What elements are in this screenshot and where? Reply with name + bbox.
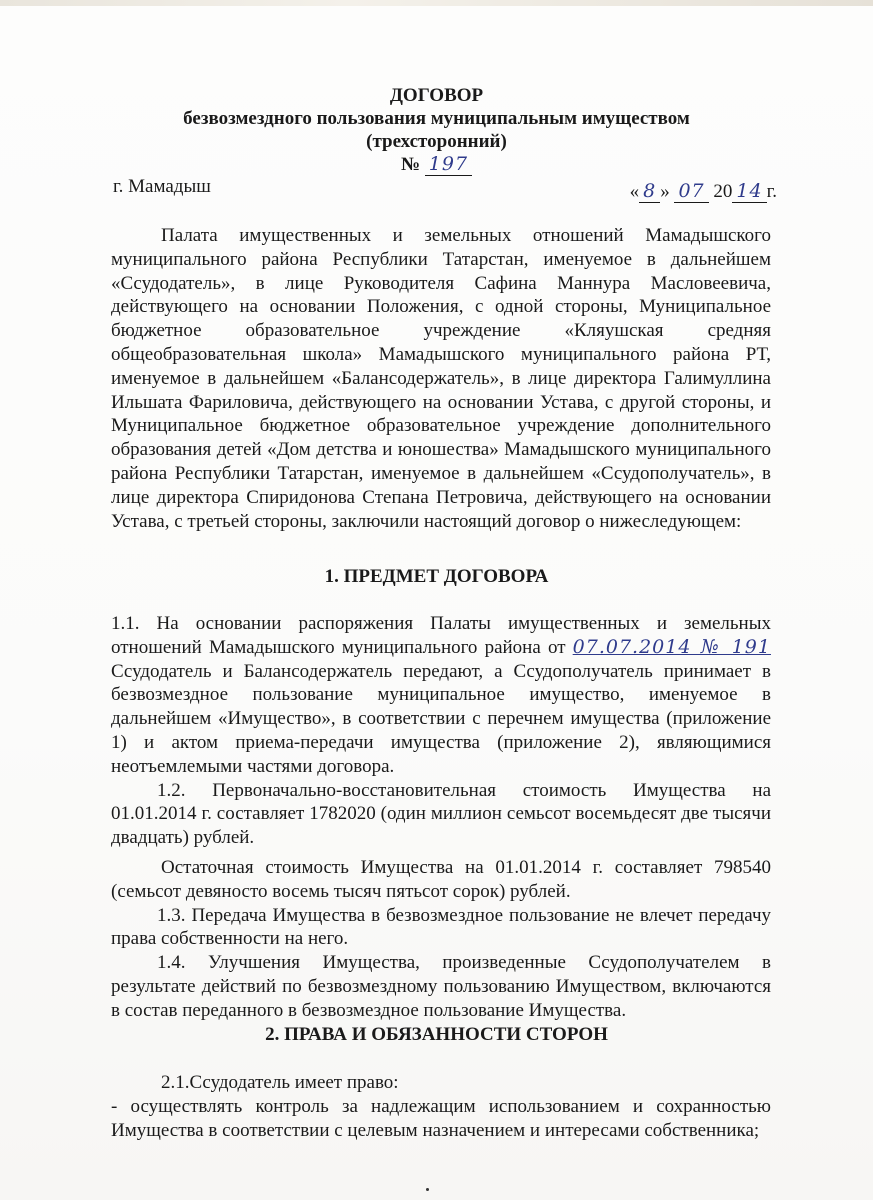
clause-1-1 [111,612,771,779]
clause-1-1-text: 1.1. На основании распоряжения Палаты имущественных и земельных отношений Мамадышского муниципального района от [111,613,771,658]
date-quote-close: » [660,181,670,202]
section-2-title: 2. ПРАВА И ОБЯЗАННОСТИ СТОРОН [265,1024,608,1045]
clause-1-4: 1.4. Улучшения Имущества, произведенные Ссудополучателем в результате действий по безвозмездному пользованию Имуществом, включаются в состав переданного в безвозмездное пользование Имущества. [111,952,771,1021]
contract-date [630,180,777,203]
date-year: 14 [732,180,766,203]
document-subtitle: безвозмездного пользования муниципальным имуществом [183,108,690,129]
clause-2-1-a: - осуществлять контроль за надлежащим использованием и сохранностью Имущества в соответствии с целевым назначением и интересами собственника; [111,1095,771,1141]
city: г. Мамадыш [113,176,211,197]
document-kind: (трехсторонний) [366,131,507,152]
section-1-title: 1. ПРЕДМЕТ ДОГОВОРА [324,566,549,587]
clause-1-3: 1.3. Передача Имущества в безвозмездное пользование не влечет передачу права собственности на него. [111,904,771,950]
document-title-block [0,84,873,176]
section-2-body [111,1071,771,1142]
date-day: 8 [639,180,660,203]
scan-speck [426,1188,429,1191]
clause-2-1: 2.1.Ссудодатель имеет право: [161,1072,399,1093]
date-quote-open: « [629,181,640,202]
number-prefix: № [400,154,421,175]
order-handwritten: 07.07.2014 № 191 [572,635,771,658]
document-title: ДОГОВОР [389,85,484,106]
section-1-body [111,612,771,1023]
document-number [0,153,873,176]
clause-1-1-text-end: Ссудодатель и Балансодержатель передают, а Ссудополучатель принимает в безвозмездное пользование муниципальное имущество, именуемое в дальнейшем «Имущество», в соответствии с перечнем имущества (приложение 1) и актом приема-передачи имущества (приложение 2), являющимися неотъемлемыми частями договора. [111,660,771,777]
date-year-prefix: 20 [713,181,733,202]
scan-edge [0,0,873,6]
number-handwritten: 197 [425,153,472,176]
preamble-block [111,224,771,533]
preamble: Палата имущественных и земельных отношений Мамадышского муниципального района Республики Татарстан, именуемое в дальнейшем «Ссудодатель», в лице Руководителя Сафина Маннура Масловеевича, действующего на основании Положения, с одной стороны, Муниципальное бюджетное образовательное учреждение «Кляушская средняя общеобразовательная школа» Мамадышского муниципального района РТ, именуемое в дальнейшем «Балансодержатель», в лице директора Галимуллина Ильшата Фариловича, действующего на основании Устава, с другой стороны, и Муниципальное бюджетное образовательное учреждение дополнительного образования детей «Дом детства и юношества» Мамадышского муниципального района Республики Татарстан, именуемое в дальнейшем «Ссудополучатель», в лице директора Спиридонова Степана Петровича, действующего на основании Устава, с третьей стороны, заключили настоящий договор о нижеследующем: [111,225,771,532]
date-month: 07 [674,180,708,203]
date-suffix: г. [766,181,777,202]
clause-1-2: 1.2. Первоначально-восстановительная стоимость Имущества на 01.01.2014 г. составляет 1782020 (один миллион семьсот восемьдесят две тысячи двадцать) рублей. [111,779,771,849]
clause-1-2-residual: Остаточная стоимость Имущества на 01.01.2014 г. составляет 798540 (семьсот девяносто восемь тысяч пятьсот сорок) рублей. [111,856,771,902]
